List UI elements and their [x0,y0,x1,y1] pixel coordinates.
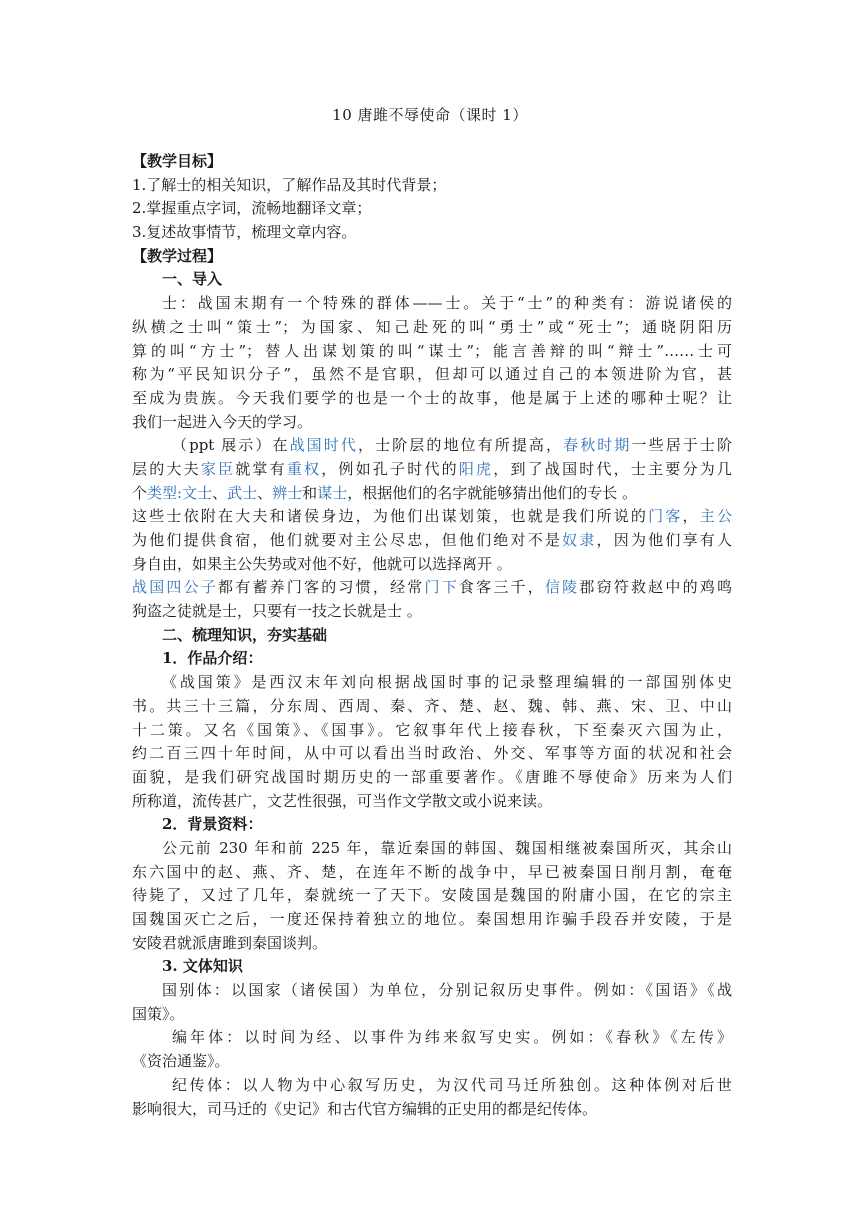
work-paragraph-line: 所称道，流传甚广，文艺性很强，可当作文学散文或小说来读。 [132,791,553,810]
ppt-paragraph-line [132,553,732,577]
objective-item: 2.掌握重点字词，流畅地翻译文章； [132,199,372,218]
ppt-paragraph-line [132,458,732,482]
intro-paragraph-line: 我们一起进入今天的学习。 [132,412,313,431]
subsection-heading-genre: 3. 文体知识 [162,957,243,976]
process-heading: 【教学过程】 [132,246,223,265]
text-span: 和 [302,483,318,502]
text-span: 都有蓄养门客的习惯，经常 [218,578,425,597]
ppt-paragraph-line [132,434,732,458]
text-span: 身自由，如果主公失势或对他不好，他就可以选择离开 。 [132,554,512,573]
subsection-heading-work: 1．作品介绍： [162,649,263,668]
link-bianshi[interactable]: 辨士 [272,483,303,502]
work-paragraph-line: 约二百三四十年时间，从中可以看出当时政治、外交、军事等方面的状况和社会 [132,744,732,763]
link-chunqiu-shiqi[interactable]: 春秋时期 [563,436,632,455]
work-paragraph-line: 书。共三十三篇，分东周、西周、秦、齐、楚、赵、魏、韩、燕、宋、卫、中山 [132,696,732,715]
text-span: 为他们提供食宿，他们就要对主公尽忠，但他们绝对不是 [132,531,563,549]
section-heading-intro: 一、导入 [162,270,223,289]
ppt-paragraph-line [132,600,732,624]
work-paragraph-line: 十二策。又名《国策》、《国事》。它叙事年代上接春秋，下至秦灭六国为止， [132,720,732,739]
work-paragraph-line: 《战国策》是西汉末年刘向根据战国时事的记录整理编辑的一部国别体史 [162,673,732,692]
ppt-paragraph-line [132,529,732,553]
work-paragraph-line: 面貌，是我们研究战国时期历史的一部重要著作。《唐雎不辱使命》历来为人们 [132,767,732,786]
text-span: ，因为他们享有人 [596,531,732,549]
text-span: （ppt 展示）在 [172,436,290,455]
text-span: ，到了战国时代，士主要分为几 [493,459,732,478]
text-span: 食客三千， [458,578,545,597]
ppt-paragraph-line [132,576,732,600]
ppt-paragraph-line [132,505,732,529]
intro-paragraph-line: 算的叫“方士”；替人出谋划策的叫“谋士”；能言善辩的叫“辩士”……士可 [132,341,732,360]
objectives-heading: 【教学目标】 [132,152,223,170]
intro-paragraph-line: 至成为贵族。今天我们要学的也是一个士的故事，他是属于上述的哪种士呢？让 [132,388,732,407]
text-span: 一些居于士阶 [631,436,732,455]
link-zhongquan[interactable]: 重权 [286,459,322,478]
genre-paragraph-line: 影响很大，司马迁的《史记》和古代官方编辑的正史用的都是纪传体。 [132,1099,598,1118]
text-span: 郡窃符救赵中的鸡鸣 [579,578,732,597]
text-span: 、 [257,483,273,502]
link-wenshi[interactable]: 文士 [182,483,213,502]
link-moushi[interactable]: 谋士 [317,483,348,502]
ppt-paragraph-line [132,482,732,506]
link-jiachen[interactable]: 家臣 [200,459,236,478]
background-paragraph-line: 东六国中的赵、燕、齐、楚，在连年不断的战争中，早已被秦国日削月割，奄奄 [132,862,732,881]
text-span: 狗盗之徒就是士，只要有一技之长就是士 。 [132,602,422,621]
text-span: ，根据他们的名字就能够猜出他们的专长 。 [347,483,637,502]
section-heading-knowledge: 二、梳理知识，夯实基础 [162,625,328,644]
link-zhugong[interactable]: 主公 [699,507,732,526]
intro-paragraph-line: 士：战国末期有一个特殊的群体——士。关于“士”的种类有：游说诸侯的 [162,294,732,313]
genre-paragraph-line: 国别体：以国家（诸侯国）为单位，分别记叙历史事件。例如：《国语》《战 [162,981,732,1000]
text-span: 这些士依附在大夫和诸侯身边，为他们出谋划策，也就是我们所说的 [132,507,649,526]
link-leixing[interactable]: 类型 [147,483,178,502]
genre-paragraph-line: 《资治通鉴》。 [132,1052,230,1071]
link-menxia[interactable]: 门下 [424,578,459,597]
text-span: ，例如孔子时代的 [321,459,459,478]
genre-paragraph-line: 编年体：以时间为经、以事件为纬来叙写史实。例如：《春秋》《左传》 [172,1028,732,1047]
text-span: 、 [212,483,228,502]
objective-item: 3.复述故事情节，梳理文章内容。 [132,223,357,242]
document-title: 10 唐雎不辱使命（课时 1） [332,106,528,124]
background-paragraph-line: 安陵君就派唐雎到秦国谈判。 [132,933,328,952]
link-zhanguo-sigongzi[interactable]: 战国四公子 [132,578,219,597]
document-body [132,150,732,1121]
intro-paragraph-line: 纵横之士叫“策士”；为国家、知己赴死的叫“勇士”或“死士”；通晓阴阳历 [132,317,732,336]
subsection-heading-background: 2．背景资料： [162,815,263,834]
link-xinling[interactable]: 信陵 [544,578,580,597]
link-zhanguo-shidai[interactable]: 战国时代 [289,436,358,455]
text-span: ，士阶层的地位有所提高， [357,436,564,455]
text-span: 层的大夫 [132,459,201,478]
text-span: 个 [132,483,148,502]
intro-paragraph-line: 称为“平民知识分子”，虽然不是官职，但却可以通过自己的本领进阶为官，甚 [132,365,732,384]
link-wushi[interactable]: 武士 [227,483,258,502]
background-paragraph-line: 国魏国灭亡之后，一度还保持着独立的地位。秦国想用诈骗手段吞并安陵，于是 [132,910,732,928]
background-paragraph-line: 待毙了，又过了几年，秦就统一了天下。安陵国是魏国的附庸小国，在它的宗主 [132,886,732,905]
link-menke[interactable]: 门客 [648,507,683,526]
text-span: ， [682,507,700,526]
genre-paragraph-line: 国策》。 [132,1004,185,1023]
link-yanghu[interactable]: 阳虎 [458,459,494,478]
objective-item: 1.了解士的相关知识，了解作品及其时代背景； [132,175,447,194]
link-nuli[interactable]: 奴隶 [562,531,597,549]
text-span: 就掌有 [235,459,287,478]
background-paragraph-line: 公元前 230 年和前 225 年，靠近秦国的韩国、魏国相继被秦国所灭，其余山 [162,838,732,857]
text-span: : [177,483,183,502]
genre-paragraph-line: 纪传体：以人物为中心叙写历史，为汉代司马迁所独创。这种体例对后世 [172,1075,732,1094]
